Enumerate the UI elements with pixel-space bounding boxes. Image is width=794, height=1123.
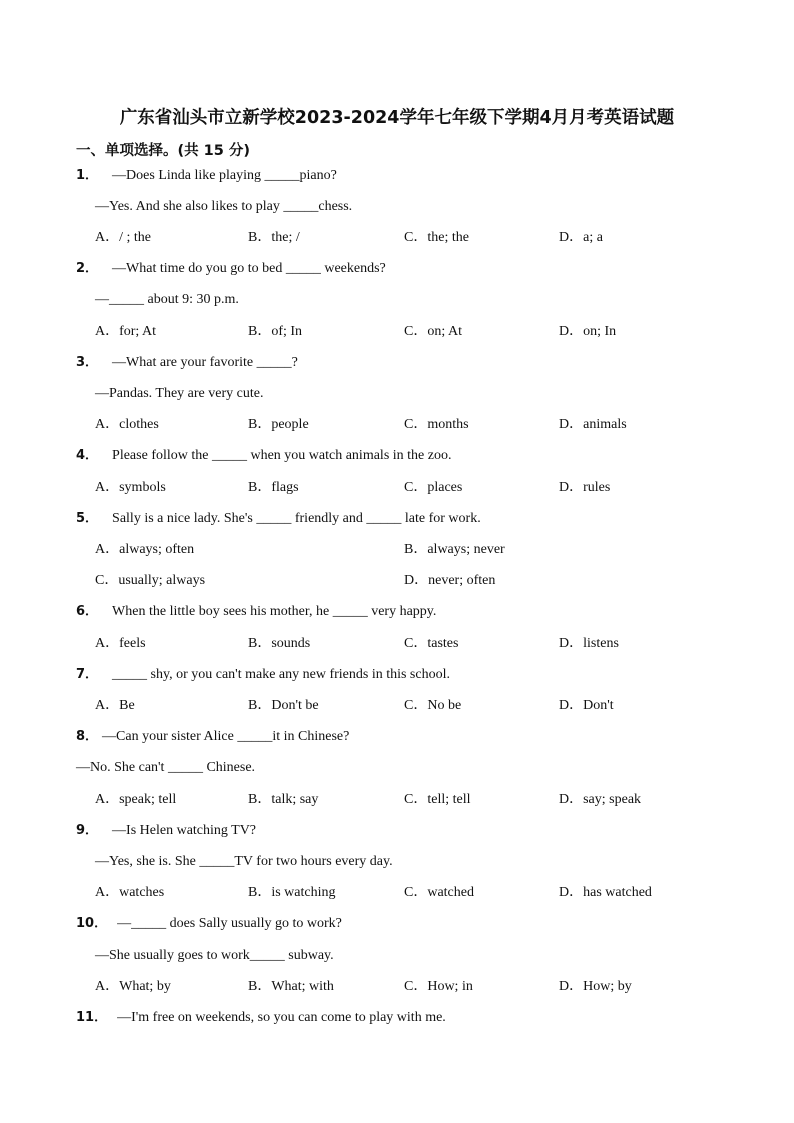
question-text: _____ shy, or you can't make any new friends in this school. <box>112 667 450 682</box>
question-1 <box>76 167 337 185</box>
question-number: 9． <box>76 823 99 838</box>
question-number: 2． <box>76 261 99 276</box>
question-number: 8． <box>76 729 99 744</box>
question-text: Sally is a nice lady. She's _____ friendly and _____ late for work. <box>112 511 481 526</box>
option-d[interactable]: D．has watched <box>559 885 652 900</box>
question-text-line: —_____ about 9: 30 p.m. <box>95 292 239 307</box>
question-text: —Can your sister Alice _____it in Chinese? <box>102 729 350 744</box>
option-a[interactable]: A．What; by <box>95 979 171 994</box>
option-d[interactable]: D．Don't <box>559 698 614 713</box>
question-7 <box>76 666 450 684</box>
option-c[interactable]: C．usually; always <box>95 573 206 588</box>
option-c[interactable]: C．months <box>404 417 469 432</box>
option-b[interactable]: B．always; never <box>404 542 505 557</box>
question-text: —What are your favorite _____? <box>112 355 298 370</box>
question-10 <box>76 915 342 933</box>
option-d[interactable]: D．never; often <box>404 573 496 588</box>
question-number: 10． <box>76 916 108 931</box>
question-8 <box>76 728 349 746</box>
question-number: 6． <box>76 604 99 619</box>
option-c[interactable]: C．places <box>404 480 463 495</box>
question-text: —Is Helen watching TV? <box>112 823 257 838</box>
question-text-line: —Yes. And she also likes to play _____chess. <box>95 199 353 214</box>
question-text: —_____ does Sally usually go to work? <box>117 916 342 931</box>
question-3 <box>76 354 298 372</box>
question-number: 4． <box>76 448 99 463</box>
question-text: —What time do you go to bed _____ weekends? <box>112 261 386 276</box>
question-number: 5． <box>76 511 99 526</box>
option-d[interactable]: D．rules <box>559 480 611 495</box>
option-c[interactable]: C．the; the <box>404 230 469 245</box>
option-b[interactable]: B．people <box>248 417 309 432</box>
option-a[interactable]: A．clothes <box>95 417 159 432</box>
option-a[interactable]: A．for; At <box>95 324 157 339</box>
option-a[interactable]: A．speak; tell <box>95 792 177 807</box>
question-text-line: —She usually goes to work_____ subway. <box>95 948 334 963</box>
option-c[interactable]: C．watched <box>404 885 474 900</box>
page-title: 广东省汕头市立新学校2023-2024学年七年级下学期4月月考英语试题 <box>119 108 675 128</box>
option-a[interactable]: A．/ ; the <box>95 230 151 245</box>
option-c[interactable]: C．on; At <box>404 324 462 339</box>
question-text-line: —Pandas. They are very cute. <box>95 386 264 401</box>
option-d[interactable]: D．listens <box>559 636 619 651</box>
question-number: 3． <box>76 355 99 370</box>
question-text: When the little boy sees his mother, he _____ very happy. <box>112 604 437 619</box>
option-d[interactable]: D．How; by <box>559 979 632 994</box>
option-b[interactable]: B．the; / <box>248 230 300 245</box>
option-c[interactable]: C．tell; tell <box>404 792 471 807</box>
option-a[interactable]: A．feels <box>95 636 146 651</box>
question-number: 11． <box>76 1010 108 1025</box>
option-b[interactable]: B．sounds <box>248 636 311 651</box>
option-d[interactable]: D．say; speak <box>559 792 642 807</box>
option-b[interactable]: B．of; In <box>248 324 303 339</box>
question-number: 7． <box>76 667 99 682</box>
option-c[interactable]: C．How; in <box>404 979 473 994</box>
question-text: —Does Linda like playing _____piano? <box>112 168 337 183</box>
option-c[interactable]: C．tastes <box>404 636 459 651</box>
question-text: Please follow the _____ when you watch animals in the zoo. <box>112 448 452 463</box>
question-2 <box>76 260 386 278</box>
question-text: —I'm free on weekends, so you can come to play with me. <box>117 1010 446 1025</box>
question-text-line: —No. She can't _____ Chinese. <box>76 760 256 775</box>
option-b[interactable]: B．talk; say <box>248 792 319 807</box>
question-5 <box>76 510 481 528</box>
option-a[interactable]: A．Be <box>95 698 135 713</box>
question-number: 1． <box>76 168 99 183</box>
option-b[interactable]: B．flags <box>248 480 299 495</box>
section-heading: 一、单项选择。(共 15 分) <box>76 143 251 159</box>
question-9 <box>76 822 256 840</box>
option-b[interactable]: B．is watching <box>248 885 336 900</box>
question-4 <box>76 447 451 465</box>
option-a[interactable]: A．watches <box>95 885 165 900</box>
option-c[interactable]: C．No be <box>404 698 462 713</box>
option-a[interactable]: A．always; often <box>95 542 195 557</box>
option-d[interactable]: D．a; a <box>559 230 603 245</box>
option-d[interactable]: D．on; In <box>559 324 617 339</box>
option-a[interactable]: A．symbols <box>95 480 166 495</box>
option-b[interactable]: B．Don't be <box>248 698 319 713</box>
question-6 <box>76 603 436 621</box>
question-11 <box>76 1009 446 1027</box>
option-b[interactable]: B．What; with <box>248 979 334 994</box>
question-text-line: —Yes, she is. She _____TV for two hours every day. <box>95 854 393 869</box>
option-d[interactable]: D．animals <box>559 417 627 432</box>
